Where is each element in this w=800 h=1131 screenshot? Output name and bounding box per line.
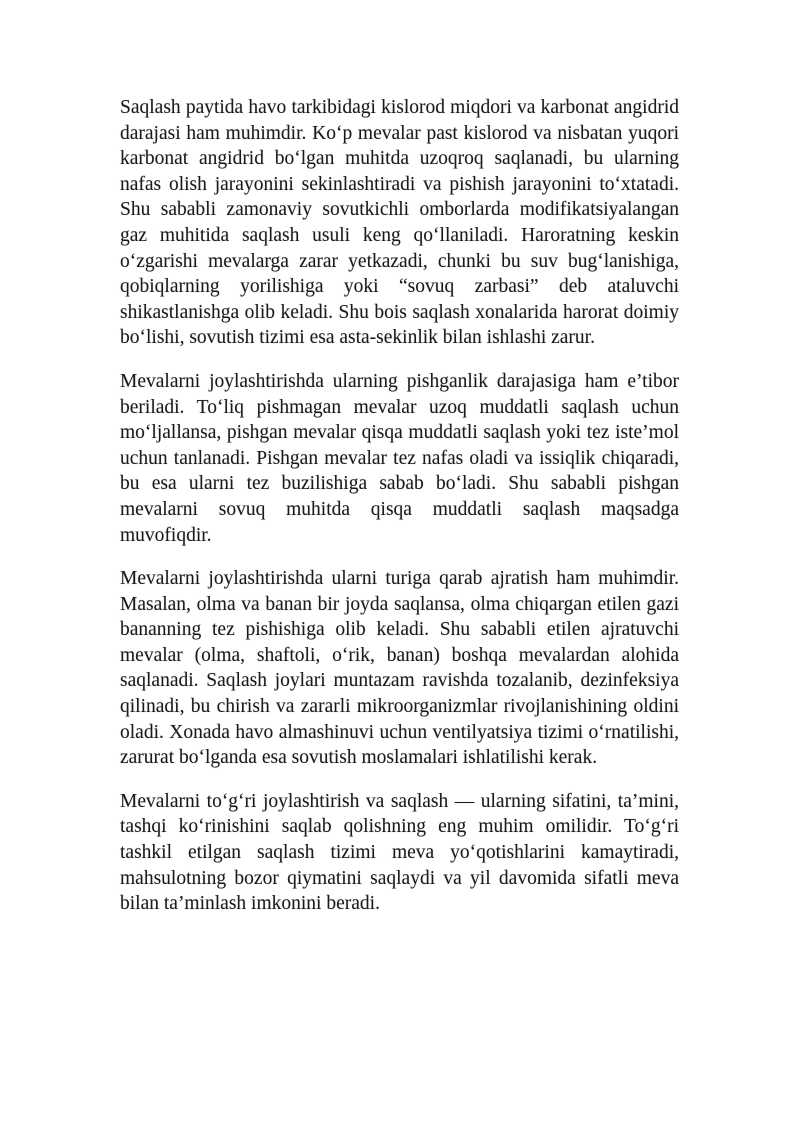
paragraph-storage-atmosphere: Saqlash paytida havo tarkibidagi kislorod miqdori va karbonat angidrid darajasi ham muhimdir. Ko‘p mevalar past kislorod va nisbatan yuqori karbonat angidrid bo‘lgan muhitda uzoqroq saqlanadi, bu ularning nafas olish jarayonini sekinlashtiradi va pishish jarayonini to‘xtatadi. Shu sababli zamonaviy sovutkichli omborlarda modifikatsiyalangan gaz muhitida saqlash usuli keng qo‘llaniladi. Haroratning keskin o‘zgarishi mevalarga zarar yetkazadi, chunki bu suv bug‘lanishiga, qobiqlarning yorilishiga yoki “sovuq zarbasi” deb ataluvchi shikastlanishga olib keladi. Shu bois saqlash xonalarida harorat doimiy bo‘lishi, sovutish tizimi esa asta-sekinlik bilan ishlashi zarur. xyxy=(120,97,679,349)
paragraph-ripeness: Mevalarni joylashtirishda ularning pishganlik darajasiga ham e’tibor beriladi. To‘liq pishmagan mevalar uzoq muddatli saqlash uchun mo‘ljallansa, pishgan mevalar qisqa muddatli saqlash yoki tez iste’mol uchun tanlanadi. Pishgan mevalar tez nafas oladi va issiqlik chiqaradi, bu esa ularni tez buzilishiga sabab bo‘ladi. Shu sababli pishgan mevalarni sovuq muhitda qisqa muddatli saqlash maqsadga muvofiqdir. xyxy=(120,370,679,546)
paragraph-conclusion: Mevalarni to‘g‘ri joylashtirish va saqlash — ularning sifatini, ta’mini, tashqi ko‘rinishini saqlab qolishning eng muhim omilidir. To‘g‘ri tashkil etilgan saqlash tizimi meva yo‘qotishlarini kamaytiradi, mahsulotning bozor qiymatini saqlaydi va yil davomida sifatli meva bilan ta’minlash imkonini beradi. xyxy=(120,790,679,915)
document-page xyxy=(120,95,679,935)
paragraph-separation: Mevalarni joylashtirishda ularni turiga qarab ajratish ham muhimdir. Masalan, olma va banan bir joyda saqlansa, olma chiqargan etilen gazi bananning tez pishishiga olib keladi. Shu sababli etilen ajratuvchi mevalar (olma, shaftoli, o‘rik, banan) boshqa mevalardan alohida saqlanadi. Saqlash joylari muntazam ravishda tozalanib, dezinfeksiya qilinadi, bu chirish va zararli mikroorganizmlar rivojlanishining oldini oladi. Xonada havo almashinuvi uchun ventilyatsiya tizimi o‘rnatilishi, zarurat bo‘lganda esa sovutish moslamalari ishlatilishi kerak. xyxy=(120,568,679,769)
